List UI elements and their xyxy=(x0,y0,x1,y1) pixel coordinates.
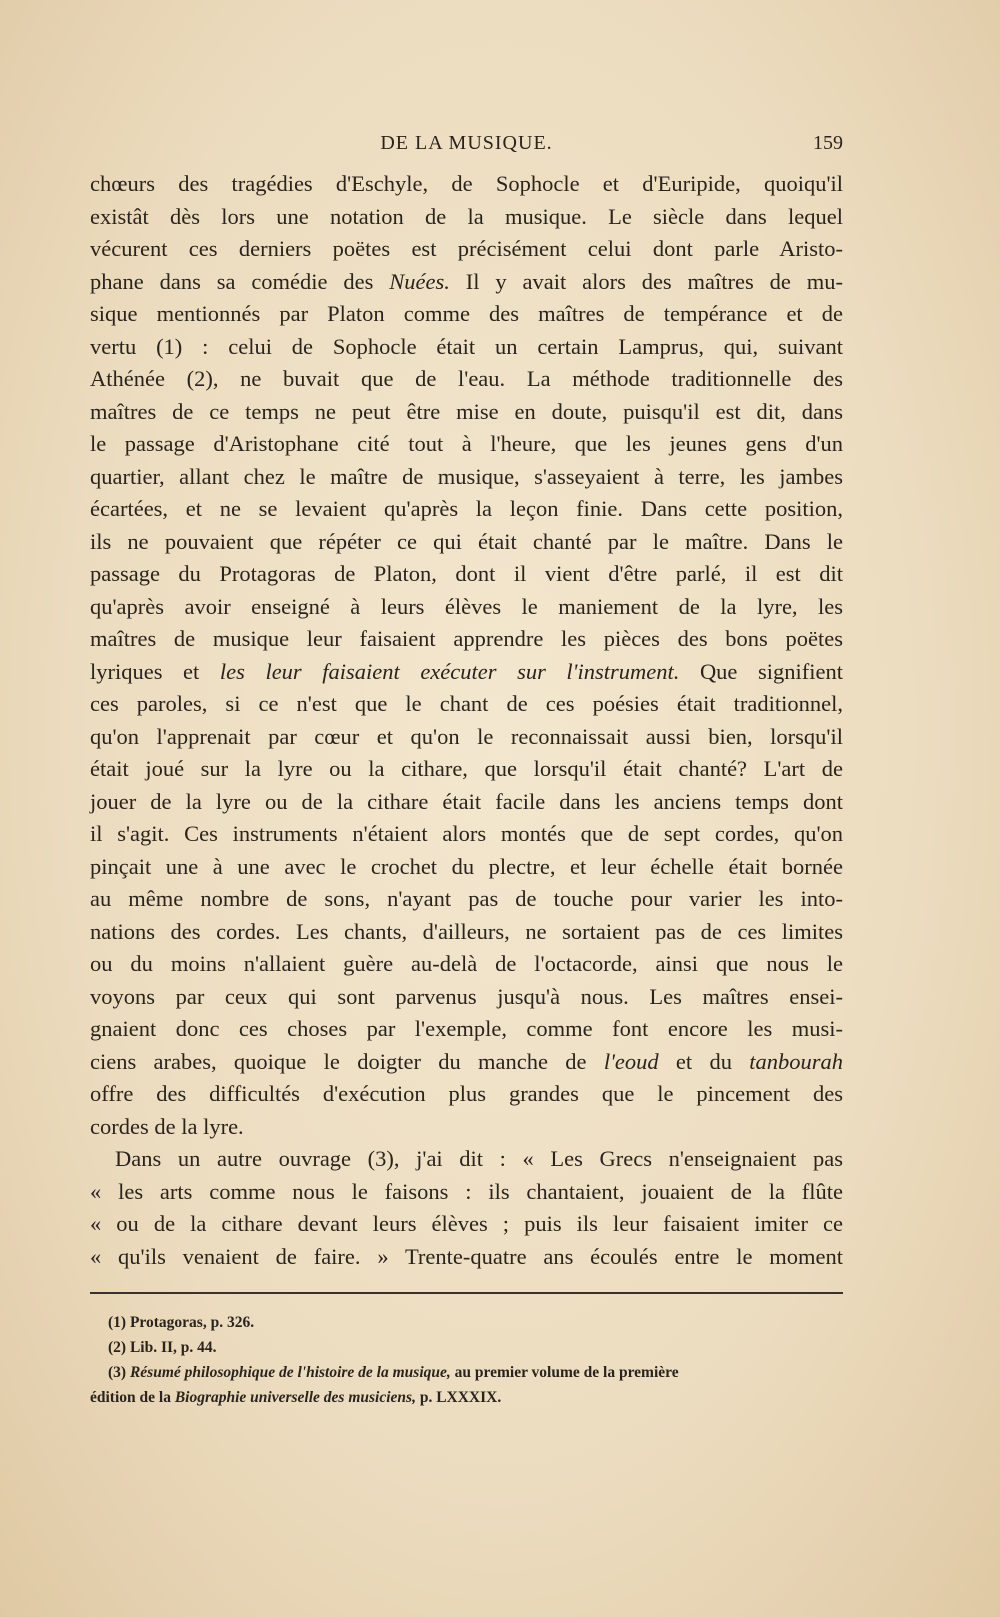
text-line: chœurs des tragédies d'Eschyle, de Sophocle et d'Euripide, quoiqu'il xyxy=(90,171,843,196)
text-line: maîtres de musique leur faisaient apprendre les pièces des bons poëtes xyxy=(90,626,843,651)
footnote-3 xyxy=(90,1360,843,1385)
footnote-rule xyxy=(90,1292,843,1294)
text-segment: phane dans sa comédie des xyxy=(90,268,374,294)
footnote-text: p. LXXXIX. xyxy=(419,1389,502,1406)
running-title: DE LA MUSIQUE. xyxy=(380,132,553,154)
text-line: « ou de la cithare devant leurs élèves ; puis ils leur faisaient imiter ce xyxy=(90,1211,843,1236)
page-number: 159 xyxy=(813,132,843,154)
text-line: qu'après avoir enseigné à leurs élèves le maniement de la lyre, les xyxy=(90,593,843,619)
footnote-text: édition de la xyxy=(90,1389,171,1406)
italic-word: tanbourah xyxy=(749,1048,844,1074)
text-segment: Que signifient xyxy=(699,658,843,684)
text-line: maîtres de ce temps ne peut être mise en doute, puisqu'il est dit, dans xyxy=(90,398,843,424)
text-line: ces paroles, si ce n'est que le chant de ces poésies était traditionnel, xyxy=(90,691,843,716)
italic-word: l'eoud xyxy=(603,1048,659,1074)
text-line: Dans un autre ouvrage (3), j'ai dit : « Les Grecs n'enseignaient pas xyxy=(115,1146,843,1171)
italic-phrase: les leur faisaient exécuter sur l'instrument. xyxy=(219,658,680,684)
text-segment: Il y avait alors des maîtres de mu- xyxy=(465,268,844,294)
text-line: cordes de la lyre. xyxy=(90,1113,244,1139)
text-line xyxy=(90,656,843,689)
text-line: ils ne pouvaient que répéter ce qui était chanté par le maître. Dans le xyxy=(90,528,843,554)
footnote-text: au premier volume de la première xyxy=(454,1364,679,1381)
text-line: Athénée (2), ne buvait que de l'eau. La méthode traditionnelle des xyxy=(90,366,843,391)
footnote-1: (1) Protagoras, p. 326. xyxy=(108,1314,255,1331)
text-line: pinçait une à une avec le crochet du plectre, et leur échelle était bornée xyxy=(90,853,843,879)
text-line: jouer de la lyre ou de la cithare était facile dans les anciens temps dont xyxy=(90,788,843,814)
text-line: voyons par ceux qui sont parvenus jusqu'à nous. Les maîtres ensei- xyxy=(90,983,843,1009)
footnote-2: (2) Lib. II, p. 44. xyxy=(108,1339,217,1356)
body-text xyxy=(90,168,843,1273)
text-line: il s'agit. Ces instruments n'étaient alors montés que de sept cordes, qu'on xyxy=(90,821,843,846)
text-line: gnaient donc ces choses par l'exemple, comme font encore les musi- xyxy=(90,1016,843,1041)
text-line: nations des cordes. Les chants, d'ailleurs, ne sortaient pas de ces limites xyxy=(90,918,843,944)
text-line: sique mentionnés par Platon comme des maîtres de tempérance et de xyxy=(90,301,843,326)
text-line: vécurent ces derniers poëtes est précisément celui dont parle Aristo- xyxy=(90,236,843,261)
text-line: au même nombre de sons, n'ayant pas de touche pour varier les into- xyxy=(90,886,843,911)
text-line: vertu (1) : celui de Sophocle était un certain Lamprus, qui, suivant xyxy=(90,333,843,359)
text-line: existât dès lors une notation de la musique. Le siècle dans lequel xyxy=(90,203,843,229)
text-segment: lyriques et xyxy=(90,658,200,684)
text-line: le passage d'Aristophane cité tout à l'heure, que les jeunes gens d'un xyxy=(90,431,843,456)
text-line xyxy=(90,266,843,299)
text-line xyxy=(90,1046,843,1079)
page-header xyxy=(90,132,843,158)
text-line: « les arts comme nous le faisons : ils chantaient, jouaient de la flûte xyxy=(90,1178,843,1204)
text-line: passage du Protagoras de Platon, dont il vient d'être parlé, il est dit xyxy=(90,561,843,586)
footnote-3-continued xyxy=(90,1385,843,1410)
italic-title: Nuées. xyxy=(389,268,450,294)
text-line: « qu'ils venaient de faire. » Trente-quatre ans écoulés entre le moment xyxy=(90,1243,843,1269)
footnote-number: (3) xyxy=(108,1364,127,1381)
footnote-title: Résumé philosophique de l'histoire de la musique, xyxy=(129,1364,451,1381)
text-line: était joué sur la lyre ou la cithare, que lorsqu'il était chanté? L'art de xyxy=(90,756,843,781)
text-line: ou du moins n'allaient guère au-delà de l'octacorde, ainsi que nous le xyxy=(90,951,843,976)
text-line: écartées, et ne se levaient qu'après la leçon finie. Dans cette position, xyxy=(90,496,843,521)
text-segment: et du xyxy=(675,1048,732,1074)
text-line: qu'on l'apprenait par cœur et qu'on le reconnaissait aussi bien, lorsqu'il xyxy=(90,723,843,749)
text-line: quartier, allant chez le maître de musique, s'asseyaient à terre, les jambes xyxy=(90,463,843,489)
text-line: offre des difficultés d'exécution plus grandes que le pincement des xyxy=(90,1081,843,1106)
text-segment: ciens arabes, quoique le doigter du manche de xyxy=(90,1048,587,1074)
footnote-title: Biographie universelle des musiciens, xyxy=(174,1389,416,1406)
footnotes xyxy=(90,1310,843,1410)
